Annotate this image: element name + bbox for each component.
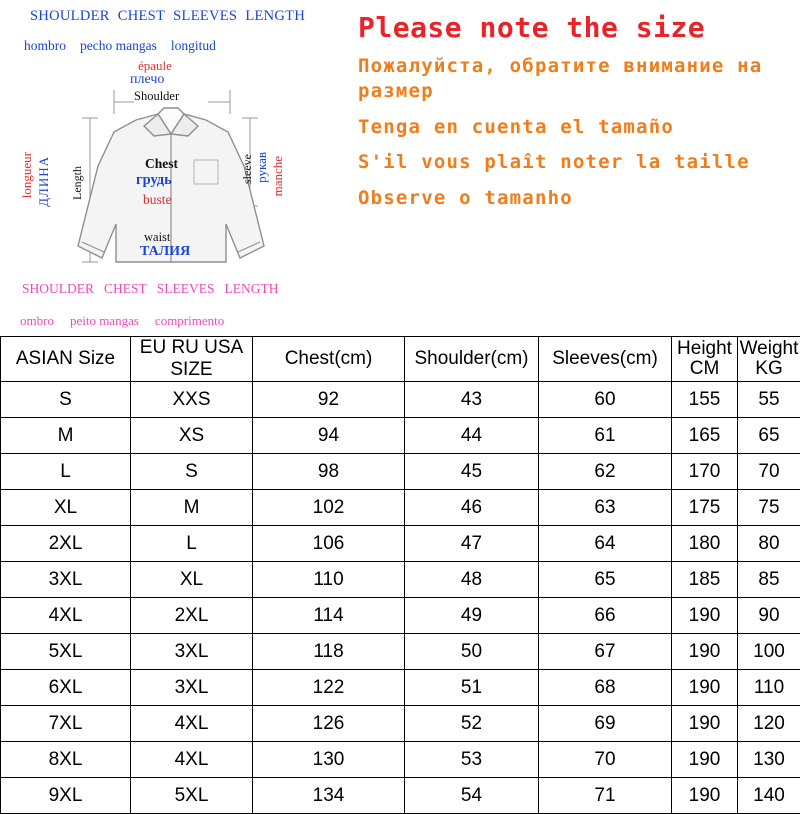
cell-weight: 110 [738,670,800,706]
table-row [1,562,800,598]
cell-asian: M [1,418,131,454]
header-shoulder: Shoulder(cm) [405,337,539,382]
cell-height: 170 [672,454,738,490]
header-chest: Chest(cm) [253,337,405,382]
cell-height: 190 [672,742,738,778]
cell-sleeves: 64 [539,526,672,562]
cell-shoulder: 49 [405,598,539,634]
label-hombro: hombro [24,38,66,53]
notice-french: S'il vous plaît noter la taille [358,150,798,175]
garment-diagram [0,0,350,336]
diagram-bottom-labels-en [22,281,289,297]
label-longitud: longitud [171,38,216,53]
cell-chest: 134 [253,778,405,814]
size-table [0,336,800,814]
cell-chest: 114 [253,598,405,634]
cell-asian: 4XL [1,598,131,634]
cell-weight: 80 [738,526,800,562]
diagram-top-labels-es [24,38,230,54]
cell-shoulder: 53 [405,742,539,778]
cell-eu: 2XL [131,598,253,634]
diagram-waist-ru: ТАЛИЯ [140,244,190,260]
diagram-length-en: Length [70,166,85,200]
cell-shoulder: 52 [405,706,539,742]
diagram-sleeve-ru: рукав [254,152,270,183]
cell-sleeves: 65 [539,562,672,598]
cell-asian: L [1,454,131,490]
cell-sleeves: 68 [539,670,672,706]
diagram-length-fr: longueur [19,152,35,198]
cell-height: 175 [672,490,738,526]
cell-weight: 75 [738,490,800,526]
cell-height: 155 [672,382,738,418]
table-row [1,418,800,454]
cell-shoulder: 50 [405,634,539,670]
label-comprimento: comprimento [155,313,224,328]
diagram-chest-fr: buste [143,192,172,208]
table-row [1,598,800,634]
cell-asian: S [1,382,131,418]
cell-height: 190 [672,598,738,634]
table-row [1,382,800,418]
cell-height: 180 [672,526,738,562]
table-row [1,490,800,526]
cell-weight: 140 [738,778,800,814]
label-chest-en-2: CHEST [104,281,147,296]
cell-chest: 122 [253,670,405,706]
cell-weight: 85 [738,562,800,598]
cell-sleeves: 60 [539,382,672,418]
cell-asian: 8XL [1,742,131,778]
header-eu-size: EU RU USA SIZE [131,337,253,382]
table-row [1,670,800,706]
cell-shoulder: 54 [405,778,539,814]
diagram-chest-ru: грудь [136,172,172,189]
table-row [1,706,800,742]
cell-sleeves: 71 [539,778,672,814]
diagram-waist-en: waist [144,230,170,245]
cell-weight: 90 [738,598,800,634]
header-sleeves: Sleeves(cm) [539,337,672,382]
table-row [1,742,800,778]
label-shoulder-en-2: SHOULDER [22,281,94,296]
notice-spanish: Tenga en cuenta el tamaño [358,115,798,140]
cell-eu: XS [131,418,253,454]
top-section [0,0,800,336]
cell-shoulder: 43 [405,382,539,418]
cell-sleeves: 69 [539,706,672,742]
cell-sleeves: 62 [539,454,672,490]
label-sleeves-en: SLEEVES [173,8,237,24]
cell-height: 165 [672,418,738,454]
label-chest-en: CHEST [118,8,165,24]
notice-portuguese: Observe o tamanho [358,186,798,211]
cell-eu: L [131,526,253,562]
cell-chest: 106 [253,526,405,562]
cell-weight: 130 [738,742,800,778]
cell-chest: 126 [253,706,405,742]
cell-shoulder: 47 [405,526,539,562]
diagram-bottom-labels-pt [20,313,240,329]
label-ombro: ombro [20,313,54,328]
diagram-chest-en: Chest [145,156,178,172]
label-peito-mangas: peito mangas [70,313,139,328]
shirt-illustration [18,56,338,276]
header-weight-line1: Weight [738,339,800,359]
cell-height: 185 [672,562,738,598]
label-length-en: LENGTH [245,8,305,24]
cell-asian: 9XL [1,778,131,814]
cell-weight: 120 [738,706,800,742]
cell-shoulder: 44 [405,418,539,454]
cell-asian: 5XL [1,634,131,670]
cell-weight: 55 [738,382,800,418]
cell-eu: 4XL [131,742,253,778]
header-height-line2: CM [672,359,737,379]
cell-shoulder: 48 [405,562,539,598]
label-length-en-2: LENGTH [225,281,279,296]
table-row [1,778,800,814]
cell-shoulder: 46 [405,490,539,526]
cell-eu: 5XL [131,778,253,814]
table-header-row [1,337,800,382]
cell-eu: 3XL [131,634,253,670]
cell-asian: XL [1,490,131,526]
cell-chest: 94 [253,418,405,454]
header-height-line1: Height [672,339,737,359]
cell-weight: 100 [738,634,800,670]
cell-eu: 3XL [131,670,253,706]
label-sleeves-en-2: SLEEVES [157,281,215,296]
cell-shoulder: 45 [405,454,539,490]
cell-asian: 6XL [1,670,131,706]
cell-sleeves: 63 [539,490,672,526]
cell-chest: 92 [253,382,405,418]
cell-sleeves: 61 [539,418,672,454]
header-asian-size: ASIAN Size [1,337,131,382]
diagram-shoulder-ru: плечо [130,72,164,88]
cell-height: 190 [672,634,738,670]
size-notice [352,6,798,222]
label-pecho-mangas: pecho mangas [80,38,157,53]
notice-russian: Пожалуйста, обратите внимание на размер [358,54,798,103]
table-row [1,634,800,670]
cell-chest: 98 [253,454,405,490]
header-weight-line2: KG [738,359,800,379]
cell-sleeves: 67 [539,634,672,670]
diagram-shoulder-en: Shoulder [134,89,179,104]
cell-shoulder: 51 [405,670,539,706]
cell-eu: XXS [131,382,253,418]
cell-chest: 130 [253,742,405,778]
cell-sleeves: 70 [539,742,672,778]
size-table-wrap [0,336,800,814]
cell-sleeves: 66 [539,598,672,634]
cell-height: 190 [672,670,738,706]
header-height [672,337,738,382]
cell-eu: M [131,490,253,526]
diagram-length-ru: ДЛИНА [36,156,52,207]
label-shoulder-en: SHOULDER [30,8,110,24]
cell-asian: 2XL [1,526,131,562]
diagram-shoulder-fr: épaule [138,58,172,74]
cell-chest: 110 [253,562,405,598]
diagram-sleeve-fr: manche [270,156,286,196]
table-row [1,454,800,490]
cell-eu: 4XL [131,706,253,742]
size-table-body [1,382,800,814]
diagram-sleeve-en: sleeve [240,154,255,184]
notice-english: Please note the size [358,12,798,44]
cell-chest: 102 [253,490,405,526]
header-weight [738,337,800,382]
diagram-top-labels-en [30,8,313,25]
table-row [1,526,800,562]
cell-height: 190 [672,778,738,814]
cell-asian: 3XL [1,562,131,598]
cell-asian: 7XL [1,706,131,742]
cell-eu: S [131,454,253,490]
cell-height: 190 [672,706,738,742]
cell-weight: 65 [738,418,800,454]
cell-eu: XL [131,562,253,598]
cell-weight: 70 [738,454,800,490]
cell-chest: 118 [253,634,405,670]
